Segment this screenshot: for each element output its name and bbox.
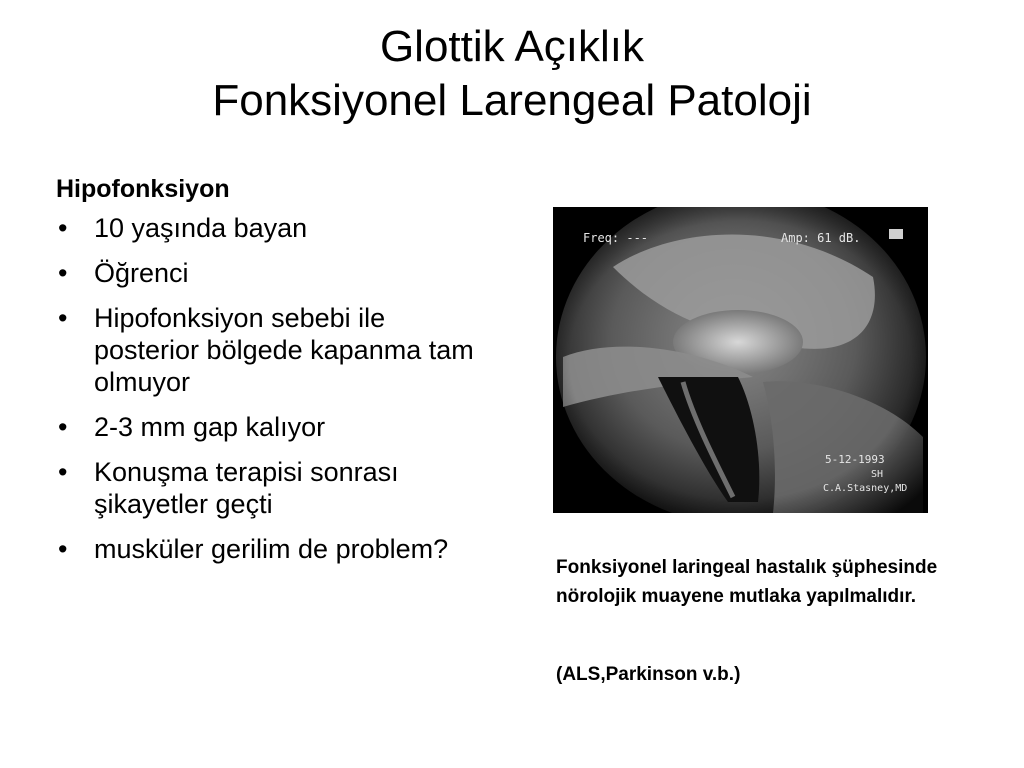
overlay-amp: Amp: 61 dB. [781, 231, 861, 245]
left-column [56, 172, 496, 578]
bullet-text: musküler gerilim de problem? [94, 534, 449, 564]
list-item [56, 533, 496, 565]
list-item [56, 456, 496, 520]
bullet-text: 10 yaşında bayan [94, 213, 308, 243]
bullet-dot: • [58, 213, 68, 243]
laryngoscopy-image [553, 207, 928, 513]
overlay-doctor: C.A.Stasney,MD [823, 483, 908, 494]
bullet-text: 2-3 mm gap kalıyor [94, 412, 326, 442]
slide-title [0, 20, 1024, 128]
bullet-dot: • [58, 457, 68, 487]
image-caption: Fonksiyonel laringeal hastalık şüphesinde nörolojik muayene mutlaka yapılmalıdır. [556, 557, 938, 607]
overlay-date: 5-12-1993 [825, 453, 885, 466]
overlay-freq: Freq: --- [583, 231, 649, 245]
list-item [56, 257, 496, 289]
list-item [56, 212, 496, 244]
section-heading: Hipofonksiyon [56, 175, 230, 203]
bullet-list [56, 212, 496, 565]
overlay-menu-icon [889, 229, 903, 239]
bullet-text: Hipofonksiyon sebebi ile posterior bölgede kapanma tam olmuyor [94, 303, 474, 397]
laryngoscopy-illustration [553, 207, 928, 513]
overlay-code: SH [871, 469, 884, 480]
caption-note: (ALS,Parkinson v.b.) [556, 664, 741, 685]
list-item [56, 302, 496, 398]
bullet-dot: • [58, 534, 68, 564]
bullet-dot: • [58, 303, 68, 333]
bullet-dot: • [58, 258, 68, 288]
bullet-text: Öğrenci [94, 258, 189, 288]
bullet-text: Konuşma terapisi sonrası şikayetler geçti [94, 457, 399, 519]
list-item [56, 411, 496, 443]
bullet-dot: • [58, 412, 68, 442]
title-line-1: Glottik Açıklık [379, 22, 645, 71]
title-line-2: Fonksiyonel Larengeal Patoloji [212, 76, 812, 125]
